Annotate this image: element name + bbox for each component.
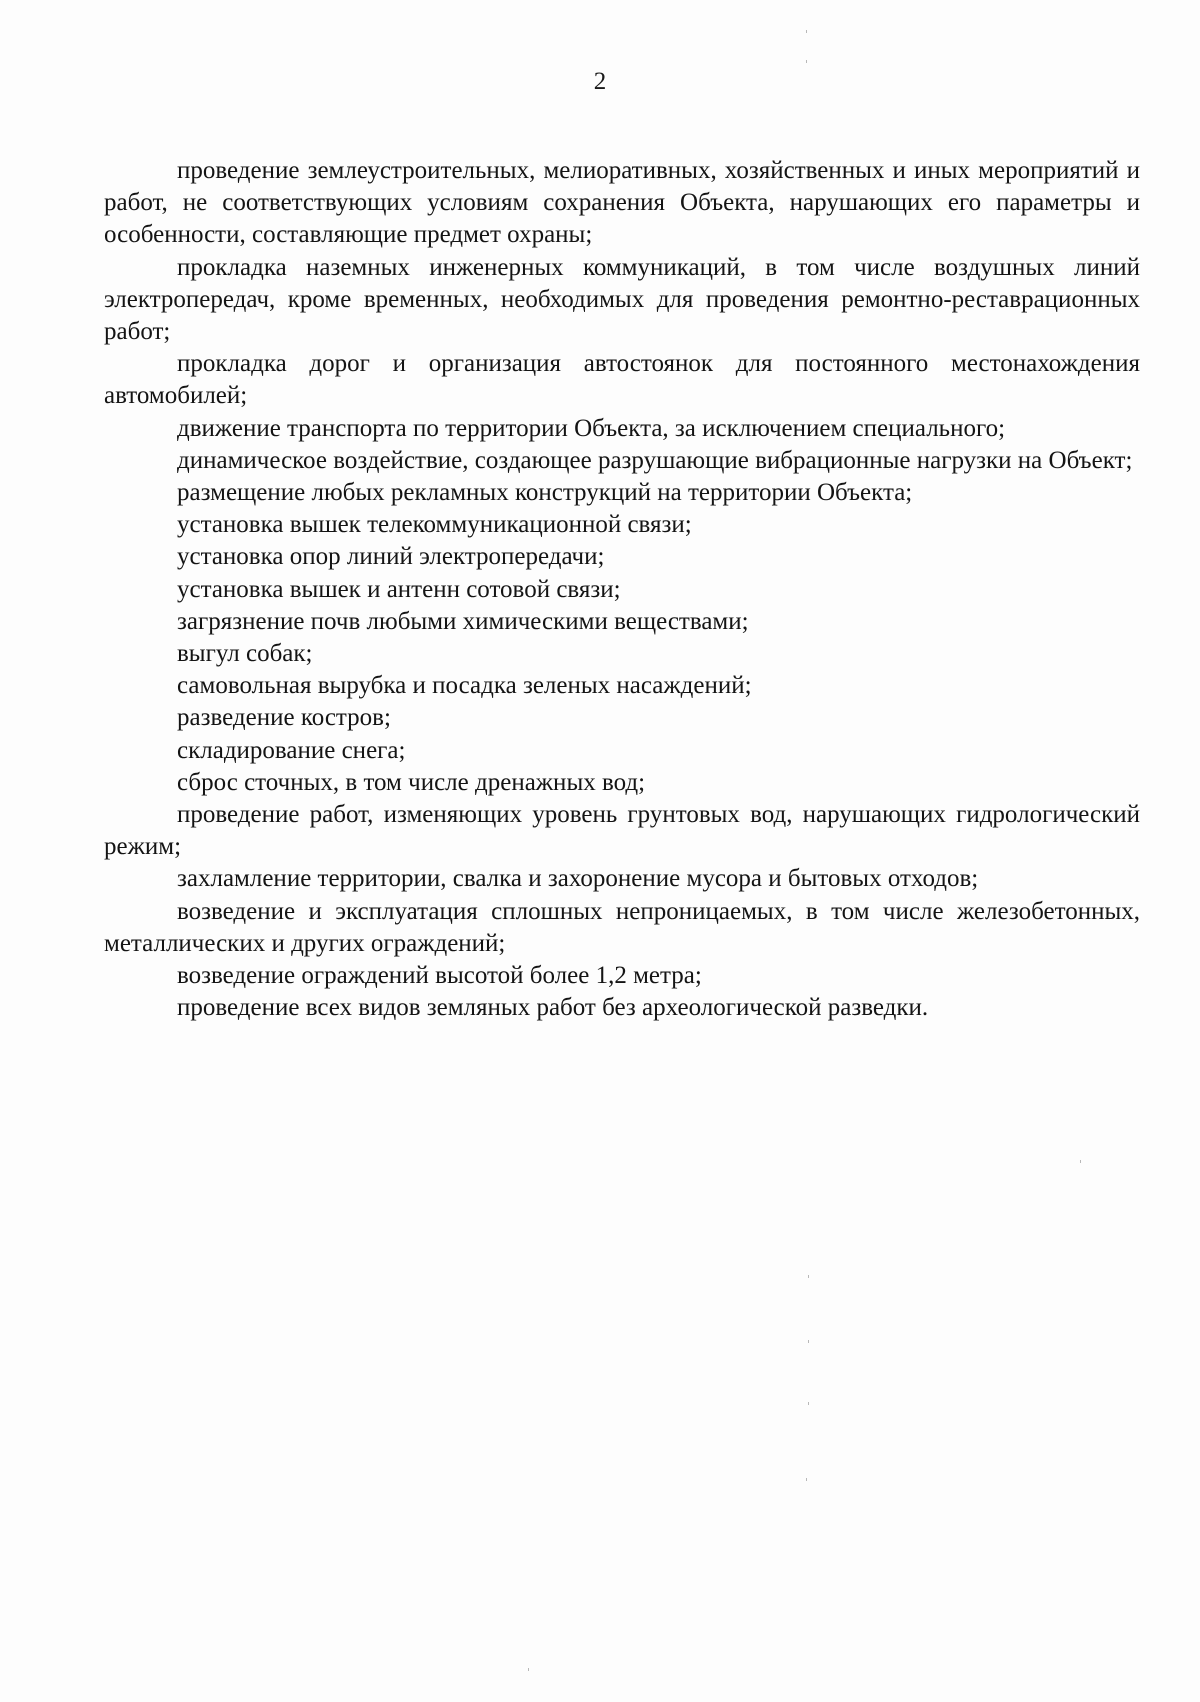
paragraph-18: возведение и эксплуатация сплошных непроницаемых, в том числе железобетонных, металлических и других ограждений;	[104, 897, 1140, 957]
paragraph-8: установка опор линий электропередачи;	[177, 543, 605, 571]
paragraph-2: прокладка наземных инженерных коммуникаций, в том числе воздушных линий электропередач, кроме временных, необходимых для проведения ремонтно-реставрационных работ;	[104, 253, 1140, 346]
paragraph-15: сброс сточных, в том числе дренажных вод;	[177, 768, 646, 796]
scan-speck	[806, 60, 807, 63]
paragraph-16: проведение работ, изменяющих уровень грунтовых вод, нарушающих гидрологический режим;	[104, 801, 1140, 861]
paragraph-17: захламление территории, свалка и захоронение мусора и бытовых отходов;	[177, 865, 979, 893]
paragraph-10: загрязнение почв любыми химическими веществами;	[177, 607, 749, 635]
paragraph-7: установка вышек телекоммуникационной связи;	[177, 511, 692, 539]
scan-speck	[806, 1478, 807, 1481]
paragraph-20: проведение всех видов земляных работ без археологической разведки.	[177, 994, 929, 1022]
scan-speck	[528, 1668, 529, 1671]
paragraph-3: прокладка дорог и организация автостоянок для постоянного местонахождения автомобилей;	[104, 350, 1140, 410]
paragraph-1: проведение землеустроительных, мелиоративных, хозяйственных и иных мероприятий и работ, не соответствующих условиям сохранения Объекта, нарушающих его параметры и особенности, составляющие предмет охраны;	[104, 157, 1140, 249]
paragraph-13: разведение костров;	[177, 704, 391, 732]
paragraph-5: динамическое воздействие, создающее разрушающие вибрационные нагрузки на Объект;	[177, 446, 1133, 474]
paragraph-12: самовольная вырубка и посадка зеленых насаждений;	[177, 672, 752, 700]
paragraph-9: установка вышек и антенн сотовой связи;	[177, 575, 621, 603]
paragraph-19: возведение ограждений высотой более 1,2 метра;	[177, 962, 702, 990]
scan-speck	[808, 1402, 809, 1405]
scan-speck	[808, 1340, 809, 1343]
document-body	[104, 155, 1140, 1024]
page-number: 2	[593, 68, 607, 95]
paragraph-6: размещение любых рекламных конструкций на территории Объекта;	[177, 479, 913, 507]
scan-speck	[1080, 1160, 1081, 1163]
scan-speck	[806, 30, 807, 33]
paragraph-11: выгул собак;	[177, 640, 313, 668]
paragraph-4: движение транспорта по территории Объекта, за исключением специального;	[177, 414, 1006, 442]
paragraph-14: складирование снега;	[177, 736, 406, 764]
scan-speck	[808, 1275, 809, 1278]
